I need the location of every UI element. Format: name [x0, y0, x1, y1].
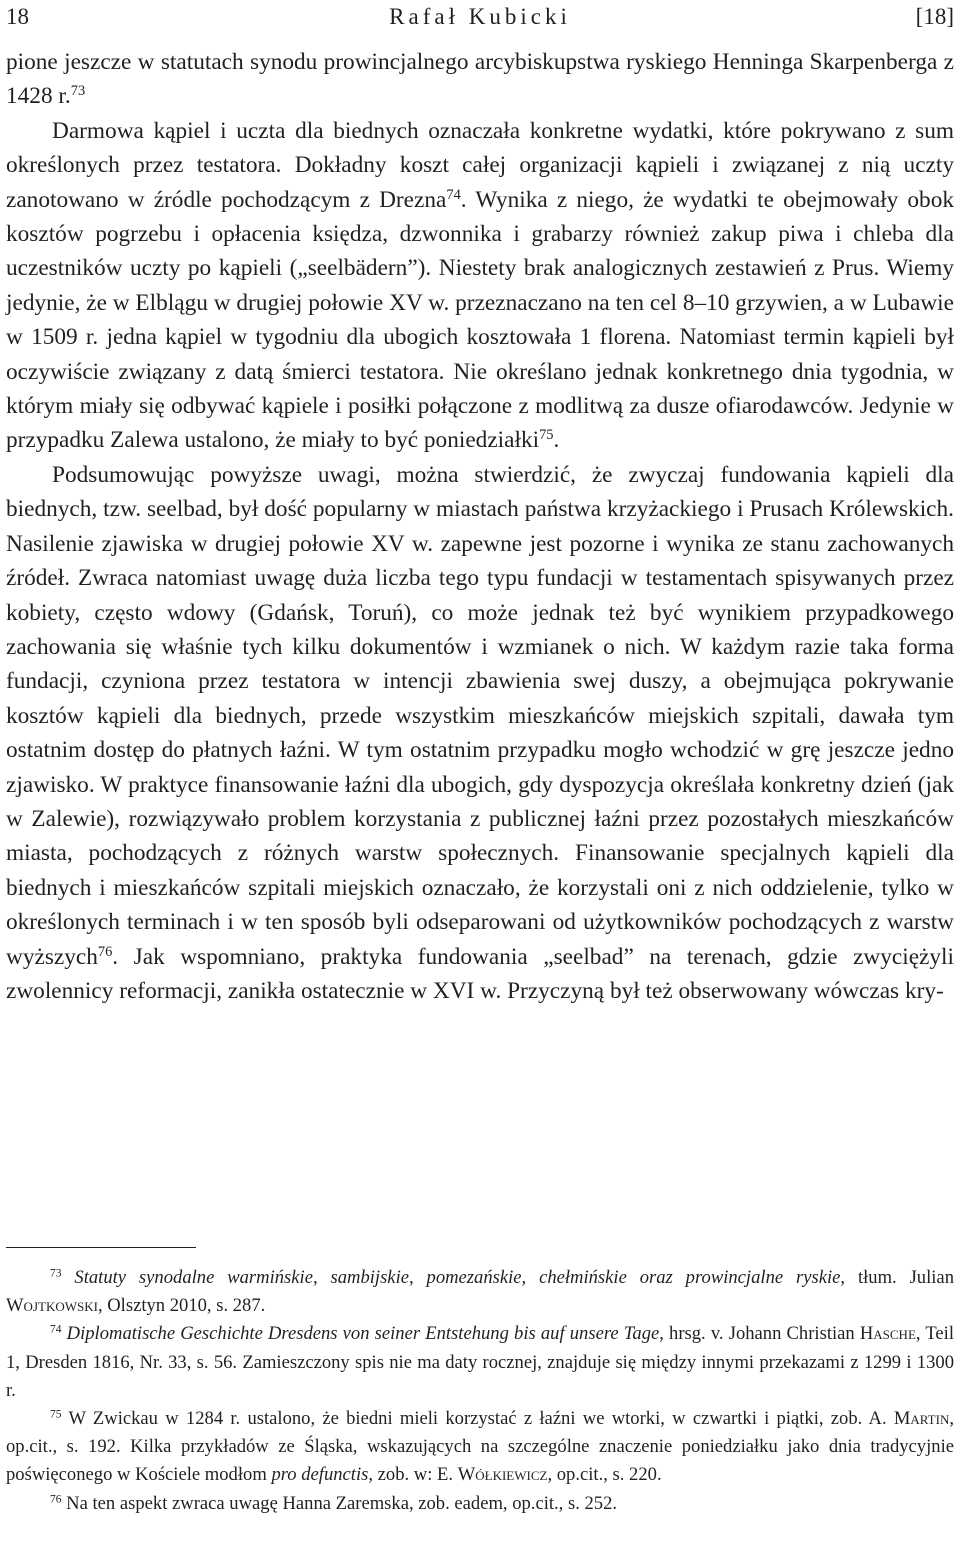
- footnote-author: Hasche: [859, 1323, 916, 1345]
- running-header-author: Rafał Kubicki: [389, 4, 571, 29]
- footnote-separator: [6, 1247, 196, 1248]
- page-number: 18: [6, 4, 29, 29]
- footnote-text: , Teil 1, Dresden 1816, Nr. 33, s. 56. Zamieszczony spis nie ma daty rocznej, znajduje się między innymi przekazami z 1299 i 1300 r.: [6, 1323, 954, 1401]
- paragraph-text: . Wynika z niego, że wydatki te obejmowały obok kosztów pogrzebu i opłacenia księdza, dzwonnika i grabarzy również zakup piwa i chleba dla uczestników uczty po kąpieli („seelbädern”). Niestety brak analogicznych zestawień z Prus. Wiemy jedynie, że w Elblągu w drugiej połowie XV w. przeznaczano na ten cel 8–10 grzywien, a w Lubawie w 1509 r. jedna kąpiel w tygodniu dla ubogich kosztowała 1 florena. Natomiast termin kąpieli był oczywiście związany z datą śmierci testatora. Nie określano jednak konkretnego dnia tygodnia, w którym miały się odbywać kąpiele i posiłki połączone z modlitwą za dusze ofiarodawców. Jedynie w przypadku Zalewa ustalono, że miały to być poniedziałki: [6, 186, 954, 454]
- footnote-ref[interactable]: 75: [539, 427, 554, 444]
- footnote-ref[interactable]: 73: [70, 83, 86, 100]
- footnote-76: [6, 1490, 954, 1518]
- footnote-author: Martin: [893, 1408, 950, 1430]
- footnote-75: [6, 1405, 954, 1490]
- footnote-ref[interactable]: 74: [446, 186, 461, 203]
- footnote-74: [6, 1320, 954, 1405]
- footnote-text: , tłum. Julian: [840, 1267, 954, 1288]
- footnote-text: , Olsztyn 2010, s. 287.: [97, 1295, 266, 1317]
- paragraph: [6, 458, 954, 1009]
- footnote-ref[interactable]: 76: [97, 943, 113, 960]
- paragraph: [6, 114, 954, 458]
- footnote-title: Statuty synodalne warmińskie, sambijskie, pomezańskie, chełmińskie oraz prowincjalne ryskie: [74, 1267, 841, 1288]
- paragraph: [6, 45, 954, 114]
- footnote-number: 73: [50, 1267, 62, 1280]
- footnote-number: 75: [50, 1408, 62, 1421]
- paragraph-text: pione jeszcze w statutach synodu prowincjalnego arcybiskupstwa ryskiego Henninga Skarpenberga z 1428 r.: [6, 49, 954, 110]
- footnote-text: Na ten aspekt zwraca uwagę Hanna Zaremska, zob. eadem, op.cit., s. 252.: [66, 1492, 618, 1514]
- footnote-text: , zob. w: E.: [368, 1464, 458, 1486]
- footnote-text: , op.cit., s. 220.: [547, 1464, 662, 1486]
- running-header: [6, 2, 954, 32]
- main-text: [6, 45, 954, 1008]
- footnote-title: Diplomatische Geschichte Dresdens von seiner Entstehung bis auf unsere Tage: [66, 1323, 660, 1345]
- paragraph-text: . Jak wspomniano, praktyka fundowania „seelbad” na terenach, gdzie zwyciężyli zwolennicy reformacji, zanikła ostatecznie w XVI w. Przyczyną był też obserwowany wówczas kry-: [6, 943, 954, 1004]
- footnote-text: , op.cit., s. 192. Kilka przykładów ze Śląska, wskazujących na szczególne znaczenie poniedziałku jako dnia tradycyjnie poświęconego w Kościele modłom: [6, 1408, 955, 1486]
- footnote-author: Wojtkowski: [6, 1295, 98, 1317]
- paragraph-text: .: [553, 427, 560, 454]
- paragraph-text: Podsumowując powyższe uwagi, można stwierdzić, że zwyczaj fundowania kąpieli dla biednych, tzw. seelbad, był dość popularny w miastach państwa krzyżackiego i Prusach Królewskich. Nasilenie zjawiska w drugiej połowie XV w. zapewne jest pozorne i wynika ze stanu zachowanych źródeł. Zwraca natomiast uwagę duża liczba tego typu fundacji w testamentach spisywanych przez kobiety, często wdowy (Gdańsk, Toruń), co może jednak też być wynikiem przypadkowego zachowania się właśnie tych kilku dokumentów i wzmianek o nich. W każdym razie taka forma fundacji, czyniona przez testatora w intencji zbawienia swej duszy, a obejmująca pokrywanie kosztów kąpieli dla biednych, przede wszystkim mieszkańców miejskich szpitali, dawała tym ostatnim dostęp do płatnych łaźni. W tym ostatnim przypadku mogło wchodzić w grę jeszcze jedno zjawisko. W praktyce finansowanie łaźni dla ubogich, gdy dyspozycja określała konkretny dzień (jak w Zalewie), rozwiązywało problem korzystania z publicznej łaźni przez pozostałych mieszkańców miasta, pochodzących z różnych warstw społecznych. Finansowanie specjalnych kąpieli dla biednych i mieszkańców szpitali miejskich oznaczało, że korzystali oni z nich oddzielenie, tylko w określonych terminach i w ten sposób byli odseparowani od użytkowników pochodzących z warstw wyższych: [6, 461, 954, 970]
- footnote-author: Wółkiewicz: [457, 1464, 548, 1486]
- footnote-text: , hrsg. v. Johann Christian: [659, 1323, 860, 1345]
- footnote-text: W Zwickau w 1284 r. ustalono, że biedni mieli korzystać z łaźni we wtorki, w czwartki i piątki, zob. A.: [68, 1408, 894, 1430]
- footnote-latin-phrase: pro defunctis: [271, 1464, 369, 1486]
- footnote-number: 76: [50, 1493, 62, 1506]
- bracket-page-number: [18]: [915, 4, 954, 29]
- footnote-number: 74: [50, 1324, 62, 1337]
- footnote-73: [6, 1264, 954, 1320]
- paragraph-text: Darmowa kąpiel i uczta dla biednych oznaczała konkretne wydatki, które pokrywano z sum określonych przez testatora. Dokładny koszt całej organizacji kąpieli i związanej z nią uczty zanotowano w źródle pochodzącym z Drezna: [6, 117, 954, 213]
- footnotes: [6, 1264, 954, 1518]
